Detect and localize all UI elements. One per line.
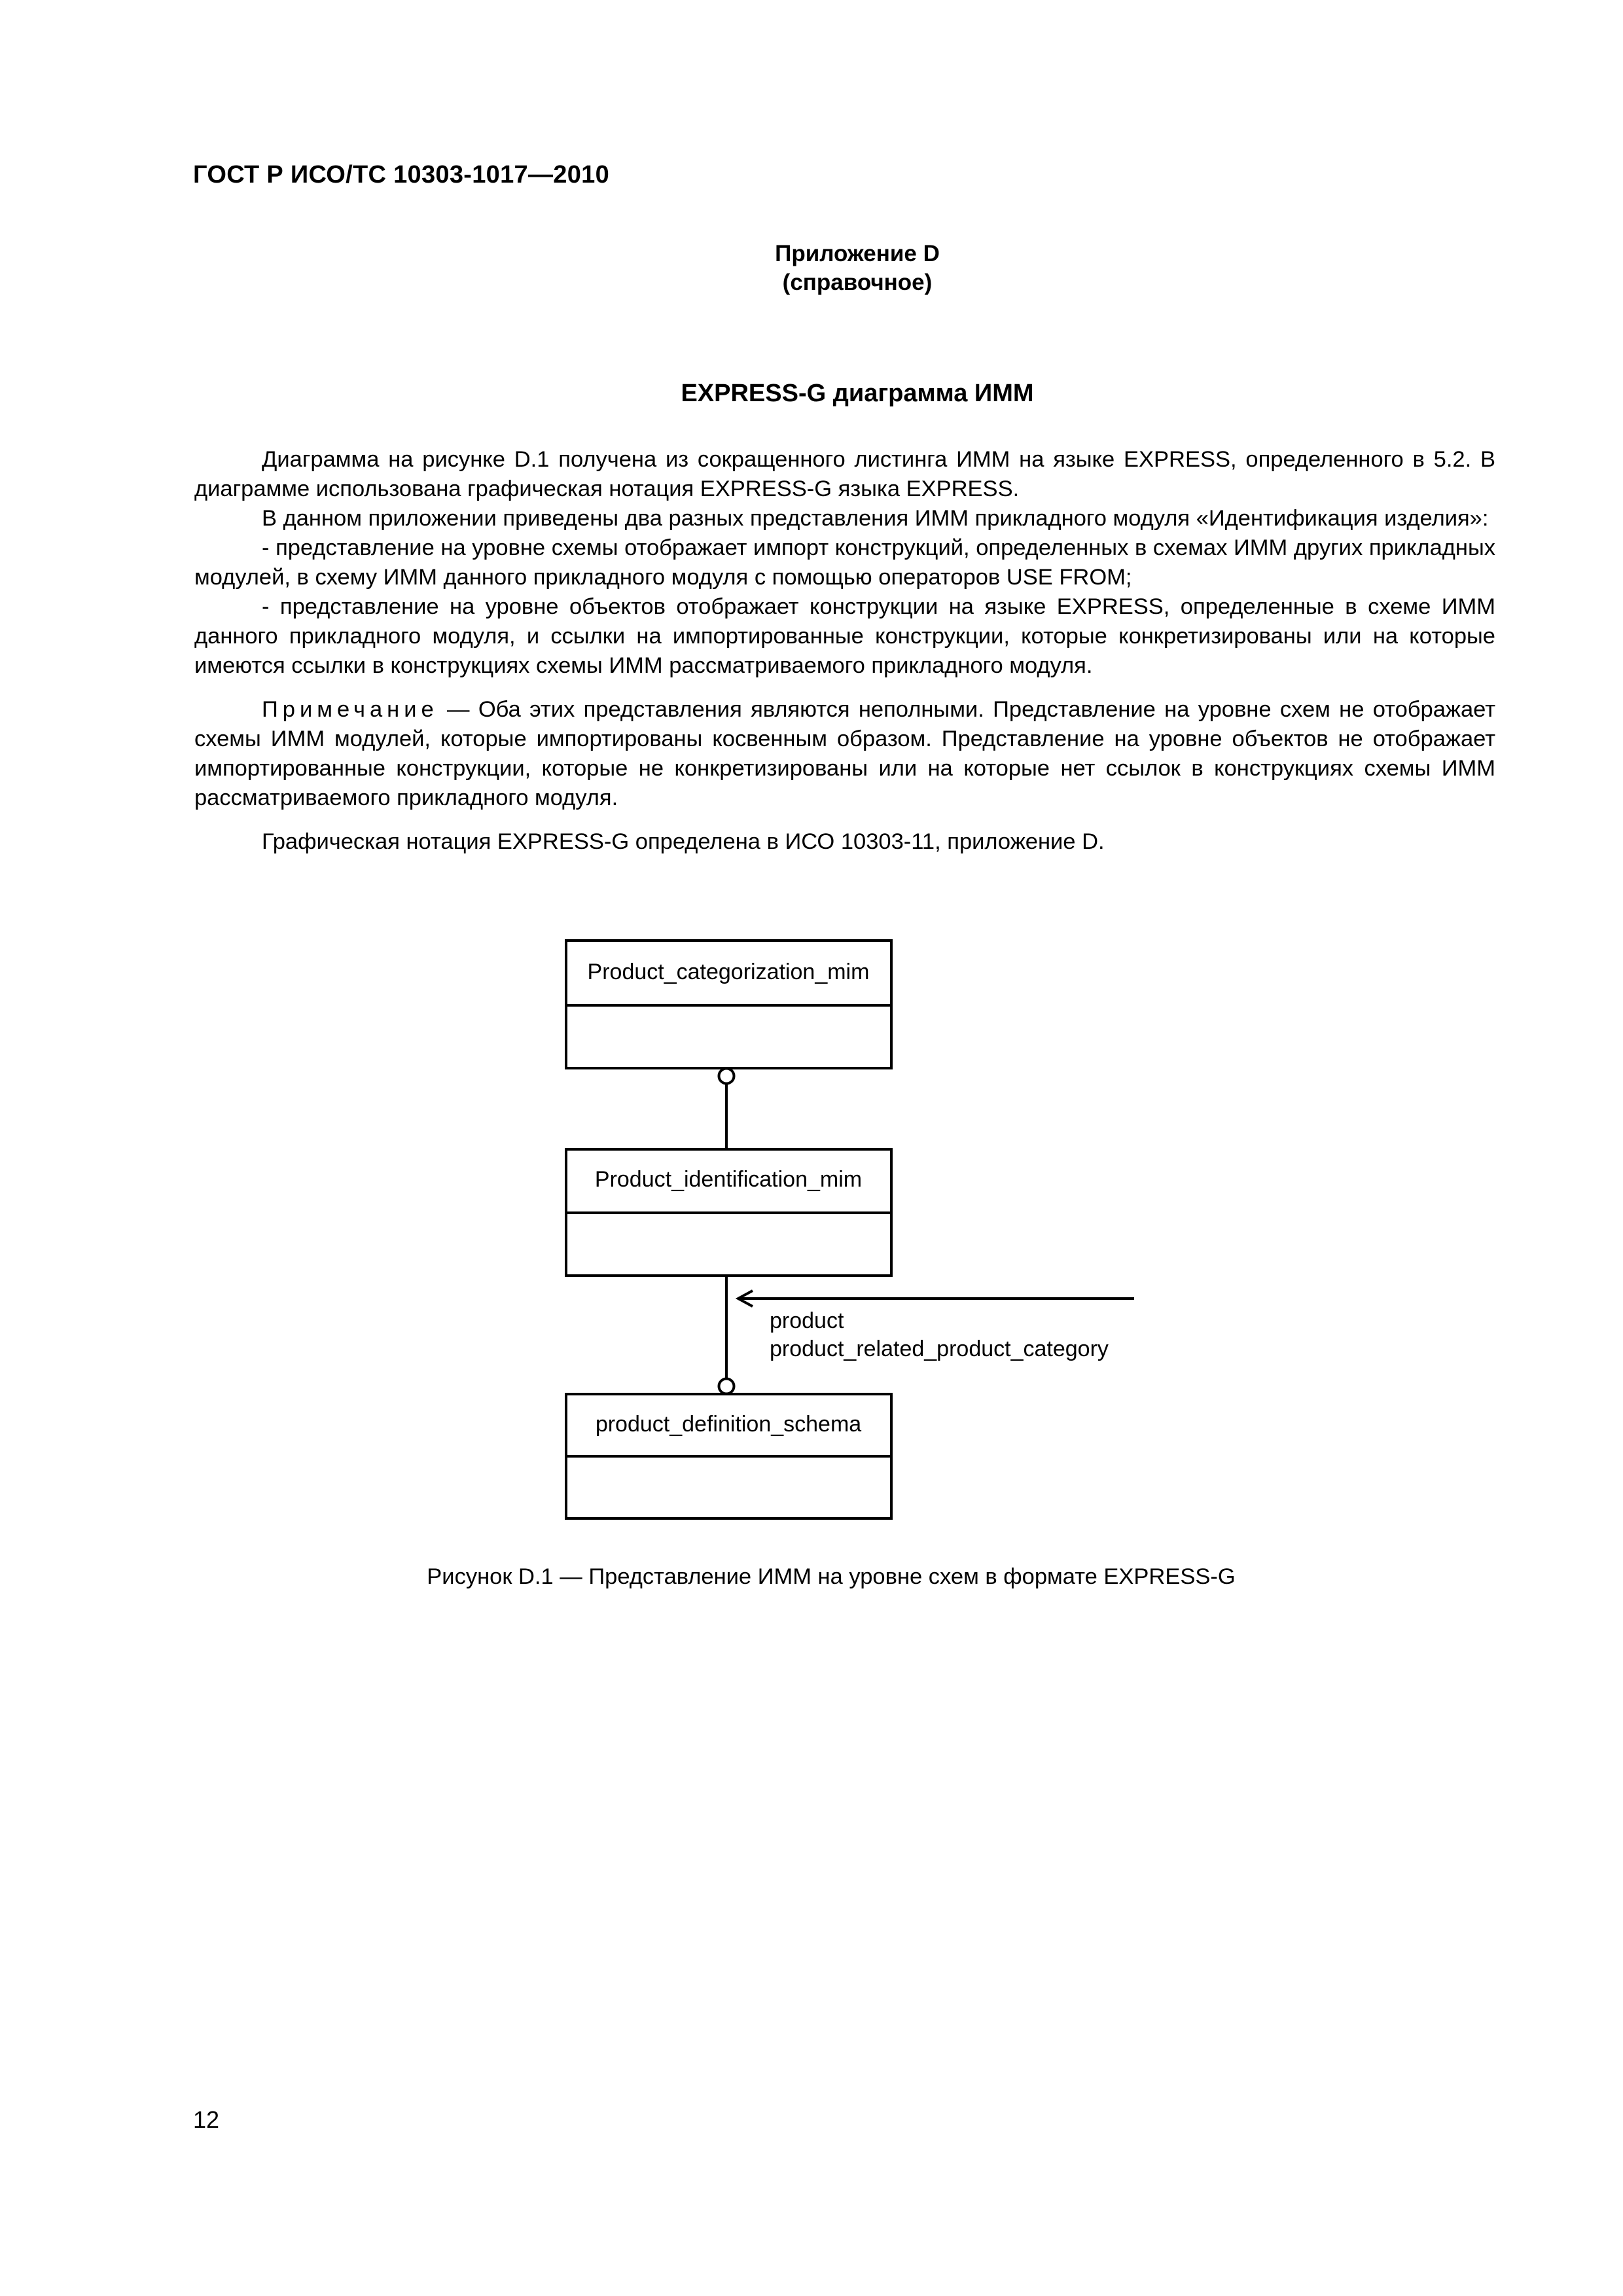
reference-label-1: product xyxy=(770,1308,844,1333)
page-number: 12 xyxy=(193,2106,220,2133)
connector-circle-2 xyxy=(719,1379,734,1394)
standard-designation: ГОСТ Р ИСО/ТС 10303-1017—2010 xyxy=(193,161,609,188)
paragraph-1: Диаграмма на рисунке D.1 получена из сокращенного листинга ИММ на языке EXPRESS, определенного в 5.2. В диаграмме использована графическая нотация EXPRESS-G языка EXPRESS. xyxy=(194,447,1495,501)
paragraph-4: - представление на уровне объектов отображает конструкции на языке EXPRESS, определенные в схеме ИММ данного прикладного модуля, и ссылки на импортированные конструкции, которые конкретизированы или на которые имеются ссылки в конструкциях схемы ИММ рассматриваемого прикладного модуля. xyxy=(194,594,1495,678)
reference-label-2: product_related_product_category xyxy=(770,1336,1109,1361)
paragraph-2: В данном приложении приведены два разных представления ИММ прикладного модуля «Идентификация изделия»: xyxy=(262,506,1489,531)
note-label: Примечание xyxy=(262,697,438,722)
annex-title: EXPRESS-G диаграмма ИММ xyxy=(681,380,1034,407)
box2-label: Product_identification_mim xyxy=(594,1167,863,1192)
box3-label: product_definition_schema xyxy=(595,1412,862,1437)
annex-label: Приложение D xyxy=(775,241,940,266)
connector-circle-1 xyxy=(719,1069,734,1084)
box1-label: Product_categorization_mim xyxy=(587,960,870,984)
paragraph-5: Графическая нотация EXPRESS-G определена в ИСО 10303-11, приложение D. xyxy=(262,829,1105,854)
figure-caption: Рисунок D.1 — Представление ИММ на уровне схем в формате EXPRESS-G xyxy=(427,1564,1236,1589)
annex-status: (справочное) xyxy=(782,270,933,295)
note-text: — Оба этих представления являются неполными. Представление на уровне схем не отображает схемы ИММ модулей, которые импортированы косвенным образом. Представление на уровне объектов не отображает импортированные конструкции, которые не конкретизированы или на которые нет ссылок в конструкциях схемы ИММ рассматриваемого прикладного модуля. xyxy=(194,697,1495,810)
paragraph-3: - представление на уровне схемы отображает импорт конструкций, определенных в схемах ИММ других прикладных модулей, в схему ИММ данного прикладного модуля с помощью операторов USE FROM; xyxy=(194,535,1495,590)
